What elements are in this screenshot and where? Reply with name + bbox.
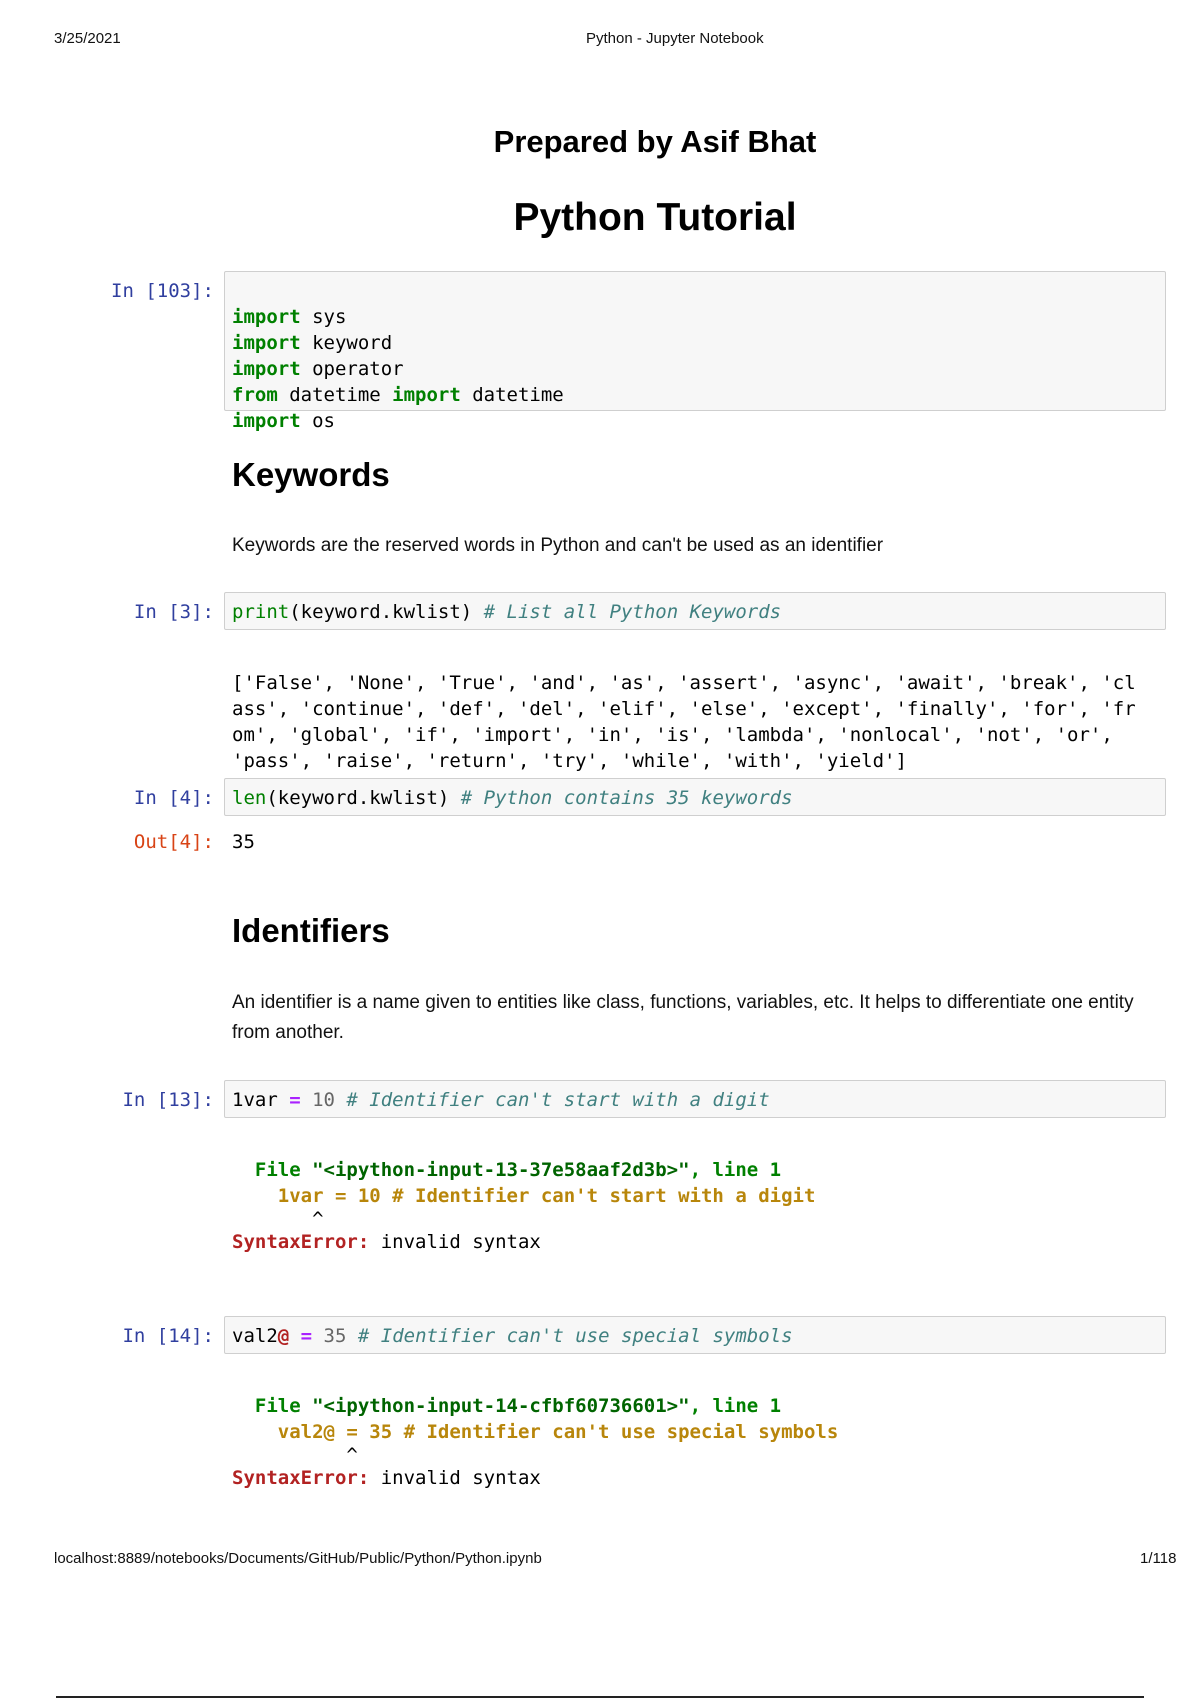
- traceback-caret: ^: [232, 1208, 324, 1230]
- code-cell-symbol[interactable]: val2@ = 35 # Identifier can't use special symbols: [224, 1316, 1166, 1354]
- traceback-code-line: 1var = 10 # Identifier can't start with a digit: [232, 1185, 816, 1207]
- cell-prompt-symbol: In [14]:: [122, 1325, 214, 1347]
- cell-prompt-imports: In [103]:: [111, 280, 214, 302]
- code-cell-len[interactable]: len(keyword.kwlist) # Python contains 35 keywords: [224, 778, 1166, 816]
- cell-prompt-digit: In [13]:: [122, 1089, 214, 1111]
- page-number: 1/118: [1140, 1550, 1177, 1567]
- code-line: import sys: [232, 306, 347, 328]
- print-title: Python - Jupyter Notebook: [586, 30, 764, 47]
- cell-prompt-len: In [4]:: [133, 787, 214, 809]
- output-line: 'pass', 'raise', 'return', 'try', 'while', 'with', 'yield']: [232, 750, 907, 772]
- print-url: localhost:8889/notebooks/Documents/GitHub/Public/Python/Python.ipynb: [54, 1550, 542, 1567]
- identifiers-heading: Identifiers: [232, 912, 390, 949]
- traceback-file-line: File "<ipython-input-14-cfbf60736601>", line 1: [232, 1395, 782, 1417]
- keywords-heading: Keywords: [232, 456, 390, 493]
- keywords-paragraph: Keywords are the reserved words in Python and can't be used as an identifier: [232, 535, 884, 556]
- code-line: import os: [232, 410, 335, 432]
- out-prompt-len: Out[4]:: [133, 831, 214, 853]
- bottom-rule: [56, 1696, 1144, 1698]
- code-line: from datetime import datetime: [232, 384, 564, 406]
- print-date: 3/25/2021: [54, 30, 121, 47]
- output-line: om', 'global', 'if', 'import', 'in', 'is', 'lambda', 'nonlocal', 'not', 'or',: [232, 724, 1113, 746]
- traceback-digit: [232, 1131, 815, 1281]
- output-len: 35: [232, 831, 255, 853]
- error-line: SyntaxError: invalid syntax: [232, 1231, 541, 1253]
- code-cell-digit[interactable]: 1var = 10 # Identifier can't start with a digit: [224, 1080, 1166, 1118]
- cell-prompt-kwlist: In [3]:: [133, 601, 214, 623]
- traceback-caret: ^: [232, 1444, 358, 1466]
- identifiers-paragraph: An identifier is a name given to entities like class, functions, variables, etc. It helps to differentiate one entity from another.: [232, 992, 1134, 1043]
- traceback-code-line: val2@ = 35 # Identifier can't use special symbols: [232, 1421, 839, 1443]
- traceback-file-line: File "<ipython-input-13-37e58aaf2d3b>", line 1: [232, 1159, 782, 1181]
- code-line: import keyword: [232, 332, 393, 354]
- code-line: import operator: [232, 358, 404, 380]
- output-kwlist: [232, 644, 1136, 800]
- output-line: ass', 'continue', 'def', 'del', 'elif', 'else', 'except', 'finally', 'for', 'fr: [232, 698, 1136, 720]
- tutorial-title: Python Tutorial: [513, 196, 797, 239]
- output-line: ['False', 'None', 'True', 'and', 'as', 'assert', 'async', 'await', 'break', 'cl: [232, 672, 1136, 694]
- traceback-symbol: [232, 1367, 838, 1517]
- code-cell-kwlist[interactable]: print(keyword.kwlist) # List all Python Keywords: [224, 592, 1166, 630]
- author-heading: Prepared by Asif Bhat: [493, 124, 817, 159]
- code-cell-imports[interactable]: [224, 271, 1166, 432]
- error-line: SyntaxError: invalid syntax: [232, 1467, 541, 1489]
